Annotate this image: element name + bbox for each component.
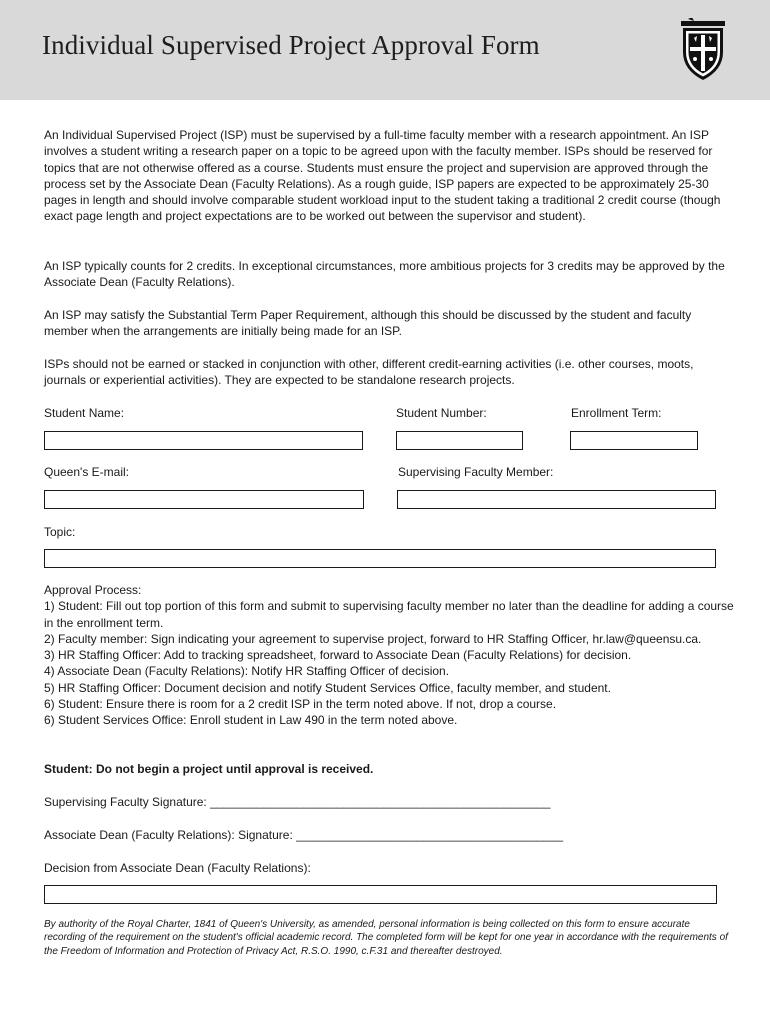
email-label: Queen's E-mail: [44, 465, 129, 479]
topic-input[interactable] [44, 549, 716, 568]
approval-step: 6) Student Services Office: Enroll student in Law 490 in the term noted above. [44, 713, 458, 728]
faculty-signature-line: Supervising Faculty Signature: ___________________________________________________ [44, 795, 551, 809]
intro-paragraph-3: An ISP may satisfy the Substantial Term Paper Requirement, although this should be discussed by the student and faculty member when the arrangements are initially being made for an ISP. [44, 308, 692, 339]
header-band [0, 0, 770, 100]
student-number-label: Student Number: [396, 406, 487, 420]
page-title: Individual Supervised Project Approval Form [42, 30, 540, 60]
student-name-label: Student Name: [44, 406, 125, 420]
approval-step: 6) Student: Ensure there is room for a 2 credit ISP in the term noted above. If not, drop a course. [44, 697, 557, 712]
decision-label: Decision from Associate Dean (Faculty Relations): [44, 861, 311, 875]
decision-input[interactable] [44, 885, 717, 904]
intro-paragraph-1: An Individual Supervised Project (ISP) must be supervised by a full-time faculty member with a research appointment. An ISP involves a student writing a research paper on a topic to be agreed upon with the faculty member. ISPs should be reserved for topics that are not otherwise offered as a course. Students must ensure the project and supervision are approved through the process set by the Associate Dean (Faculty Relations). As a rough guide, ISP papers are expected to be approximately 25-30 pages in length and should involve comparable student workload input to the student taking a traditional 2 credit course (though exact page length and project expectations are to be worked out between the supervisor and student). [44, 128, 721, 224]
approval-step: 5) HR Staffing Officer: Document decision and notify Student Services Office, faculty member, and student. [44, 680, 611, 695]
supervising-faculty-label: Supervising Faculty Member: [398, 465, 554, 479]
intro-paragraph-4: ISPs should not be earned or stacked in conjunction with other, different credit-earning activities (i.e. other courses, moots, journals or experiential activities). They are expected to be standalone research projects. [44, 357, 694, 388]
approval-warning: Student: Do not begin a project until approval is received. [44, 762, 374, 776]
student-name-input[interactable] [44, 431, 363, 450]
privacy-notice: By authority of the Royal Charter, 1841 of Queen's University, as amended, personal information is being collected on this form to ensure accurate recording of the requirement on the student's official academic record. The completed form will be kept for one year in accordance with the requirements of the Freedom of Information and Protection of Privacy Act, R.S.O. 1990, c.F.31 and thereafter destroyed. [44, 919, 728, 957]
intro-paragraph-2: An ISP typically counts for 2 credits. In exceptional circumstances, more ambitious projects for 3 credits may be approved by the Associate Dean (Faculty Relations). [44, 259, 725, 290]
approval-step: 3) HR Staffing Officer: Add to tracking spreadsheet, forward to Associate Dean (Faculty Relations) for decision. [44, 648, 632, 663]
queens-crest-icon [680, 18, 726, 82]
approval-heading: Approval Process: [44, 583, 142, 597]
student-number-input[interactable] [396, 431, 523, 450]
approval-step: 2) Faculty member: Sign indicating your agreement to supervise project, forward to HR Staffing Officer, hr.law@queensu.ca. [44, 631, 702, 646]
approval-step: 1) Student: Fill out top portion of this form and submit to supervising faculty member no later than the deadline for adding a course in the enrollment term. [44, 599, 734, 630]
dean-signature-line: Associate Dean (Faculty Relations): Signature: ________________________________________ [44, 828, 564, 842]
enrollment-term-label: Enrollment Term: [571, 406, 662, 420]
approval-step: 4) Associate Dean (Faculty Relations): Notify HR Staffing Officer of decision. [44, 664, 450, 679]
approval-process [44, 582, 734, 729]
topic-label: Topic: [44, 525, 76, 539]
enrollment-term-input[interactable] [570, 431, 698, 450]
email-input[interactable] [44, 490, 364, 509]
supervising-faculty-input[interactable] [397, 490, 716, 509]
